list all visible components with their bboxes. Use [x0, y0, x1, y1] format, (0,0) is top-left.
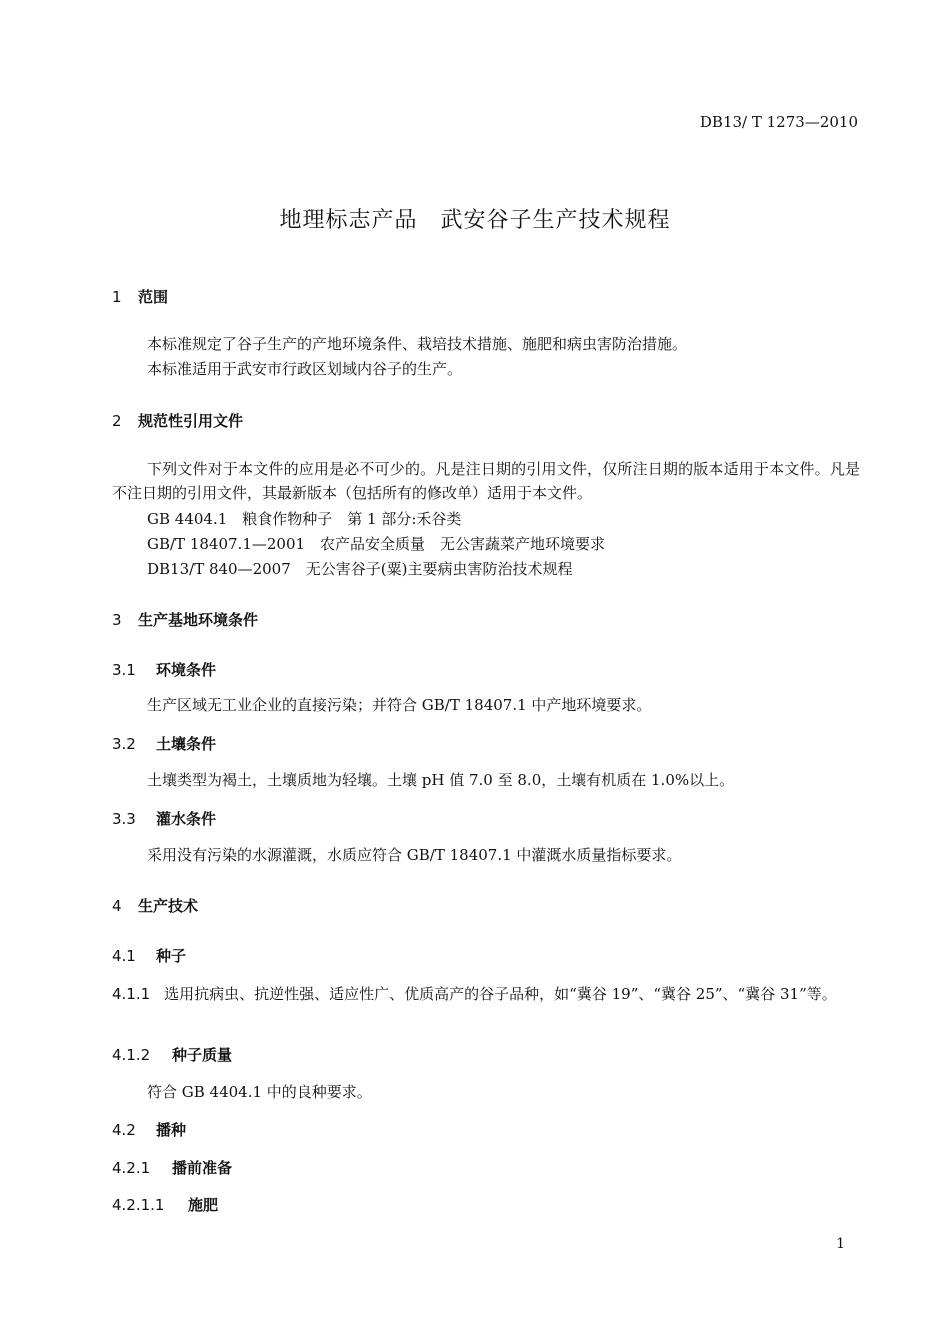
scope-paragraph-2: 本标准适用于武安市行政区划域内谷子的生产。	[147, 360, 463, 378]
section-number: 2	[112, 412, 122, 430]
subsection-number: 4.1.2	[112, 1046, 151, 1064]
soil-paragraph: 土壤类型为褐土，土壤质地为轻壤。土壤 pH 值 7.0 至 8.0，土壤有机质在 1.0%以上。	[147, 771, 735, 789]
page-number: 1	[836, 1236, 845, 1252]
section-number: 3	[112, 611, 122, 629]
subsection-title: 播种	[156, 1121, 187, 1139]
section-number: 1	[112, 288, 122, 306]
section-heading-1	[112, 286, 168, 307]
reference-item: GB/T 18407.1—2001 农产品安全质量 无公害蔬菜产地环境要求	[147, 535, 606, 553]
irrigation-paragraph: 采用没有污染的水源灌溉，水质应符合 GB/T 18407.1 中灌溉水质量指标要求。	[147, 846, 682, 864]
subsection-number: 4.2	[112, 1121, 136, 1139]
subsection-heading-3-2	[112, 733, 216, 754]
scope-paragraph-1: 本标准规定了谷子生产的产地环境条件、栽培技术措施、施肥和病虫害防治措施。	[147, 335, 688, 353]
subsection-title: 种子	[156, 947, 187, 965]
subsection-heading-3-3	[112, 808, 216, 829]
subsection-heading-4-1-2	[112, 1044, 232, 1065]
clause-text: 选用抗病虫、抗逆性强、适应性广、优质高产的谷子品种，如“冀谷 19”、“冀谷 25”、“冀谷 31”等。	[164, 985, 837, 1003]
section-title: 规范性引用文件	[138, 412, 244, 430]
section-heading-4	[112, 895, 198, 916]
subsection-heading-3-1	[112, 659, 216, 680]
section-heading-3	[112, 609, 258, 630]
section-title: 范围	[138, 288, 169, 306]
reference-item: DB13/T 840—2007 无公害谷子(粟)主要病虫害防治技术规程	[147, 560, 573, 578]
subsection-number: 3.1	[112, 661, 136, 679]
subsection-heading-4-2	[112, 1119, 186, 1140]
normative-references-paragraph: 下列文件对于本文件的应用是必不可少的。凡是注日期的引用文件，仅所注日期的版本适用于本文件。凡是不注日期的引用文件，其最新版本（包括所有的修改单）适用于本文件。	[112, 460, 860, 502]
subsection-number: 4.2.1.1	[112, 1196, 165, 1214]
reference-item: GB 4404.1 粮食作物种子 第 1 部分:禾谷类	[147, 510, 462, 528]
section-number: 4	[112, 897, 122, 915]
section-title: 生产基地环境条件	[138, 611, 259, 629]
subsection-number: 4.1	[112, 947, 136, 965]
section-title: 生产技术	[138, 897, 199, 915]
section-heading-2	[112, 410, 243, 431]
subsection-number: 4.2.1	[112, 1159, 151, 1177]
document-code: DB13/ T 1273—2010	[699, 113, 858, 131]
seed-quality-paragraph: 符合 GB 4404.1 中的良种要求。	[147, 1083, 372, 1101]
subsection-title: 施肥	[188, 1196, 219, 1214]
subsection-title: 播前准备	[172, 1159, 233, 1177]
subsection-heading-4-2-1-1	[112, 1194, 218, 1215]
subsection-heading-4-1	[112, 945, 186, 966]
clause-number: 4.1.1	[112, 985, 151, 1003]
environment-paragraph: 生产区域无工业企业的直接污染；并符合 GB/T 18407.1 中产地环境要求。	[147, 696, 652, 714]
subsection-number: 3.2	[112, 735, 136, 753]
document-title: 地理标志产品 武安谷子生产技术规程	[279, 208, 671, 233]
subsection-title: 环境条件	[156, 661, 217, 679]
clause-4-1-1	[112, 982, 860, 1006]
subsection-heading-4-2-1	[112, 1157, 232, 1178]
subsection-title: 土壤条件	[156, 735, 217, 753]
subsection-number: 3.3	[112, 810, 136, 828]
subsection-title: 灌水条件	[156, 810, 217, 828]
subsection-title: 种子质量	[172, 1046, 233, 1064]
